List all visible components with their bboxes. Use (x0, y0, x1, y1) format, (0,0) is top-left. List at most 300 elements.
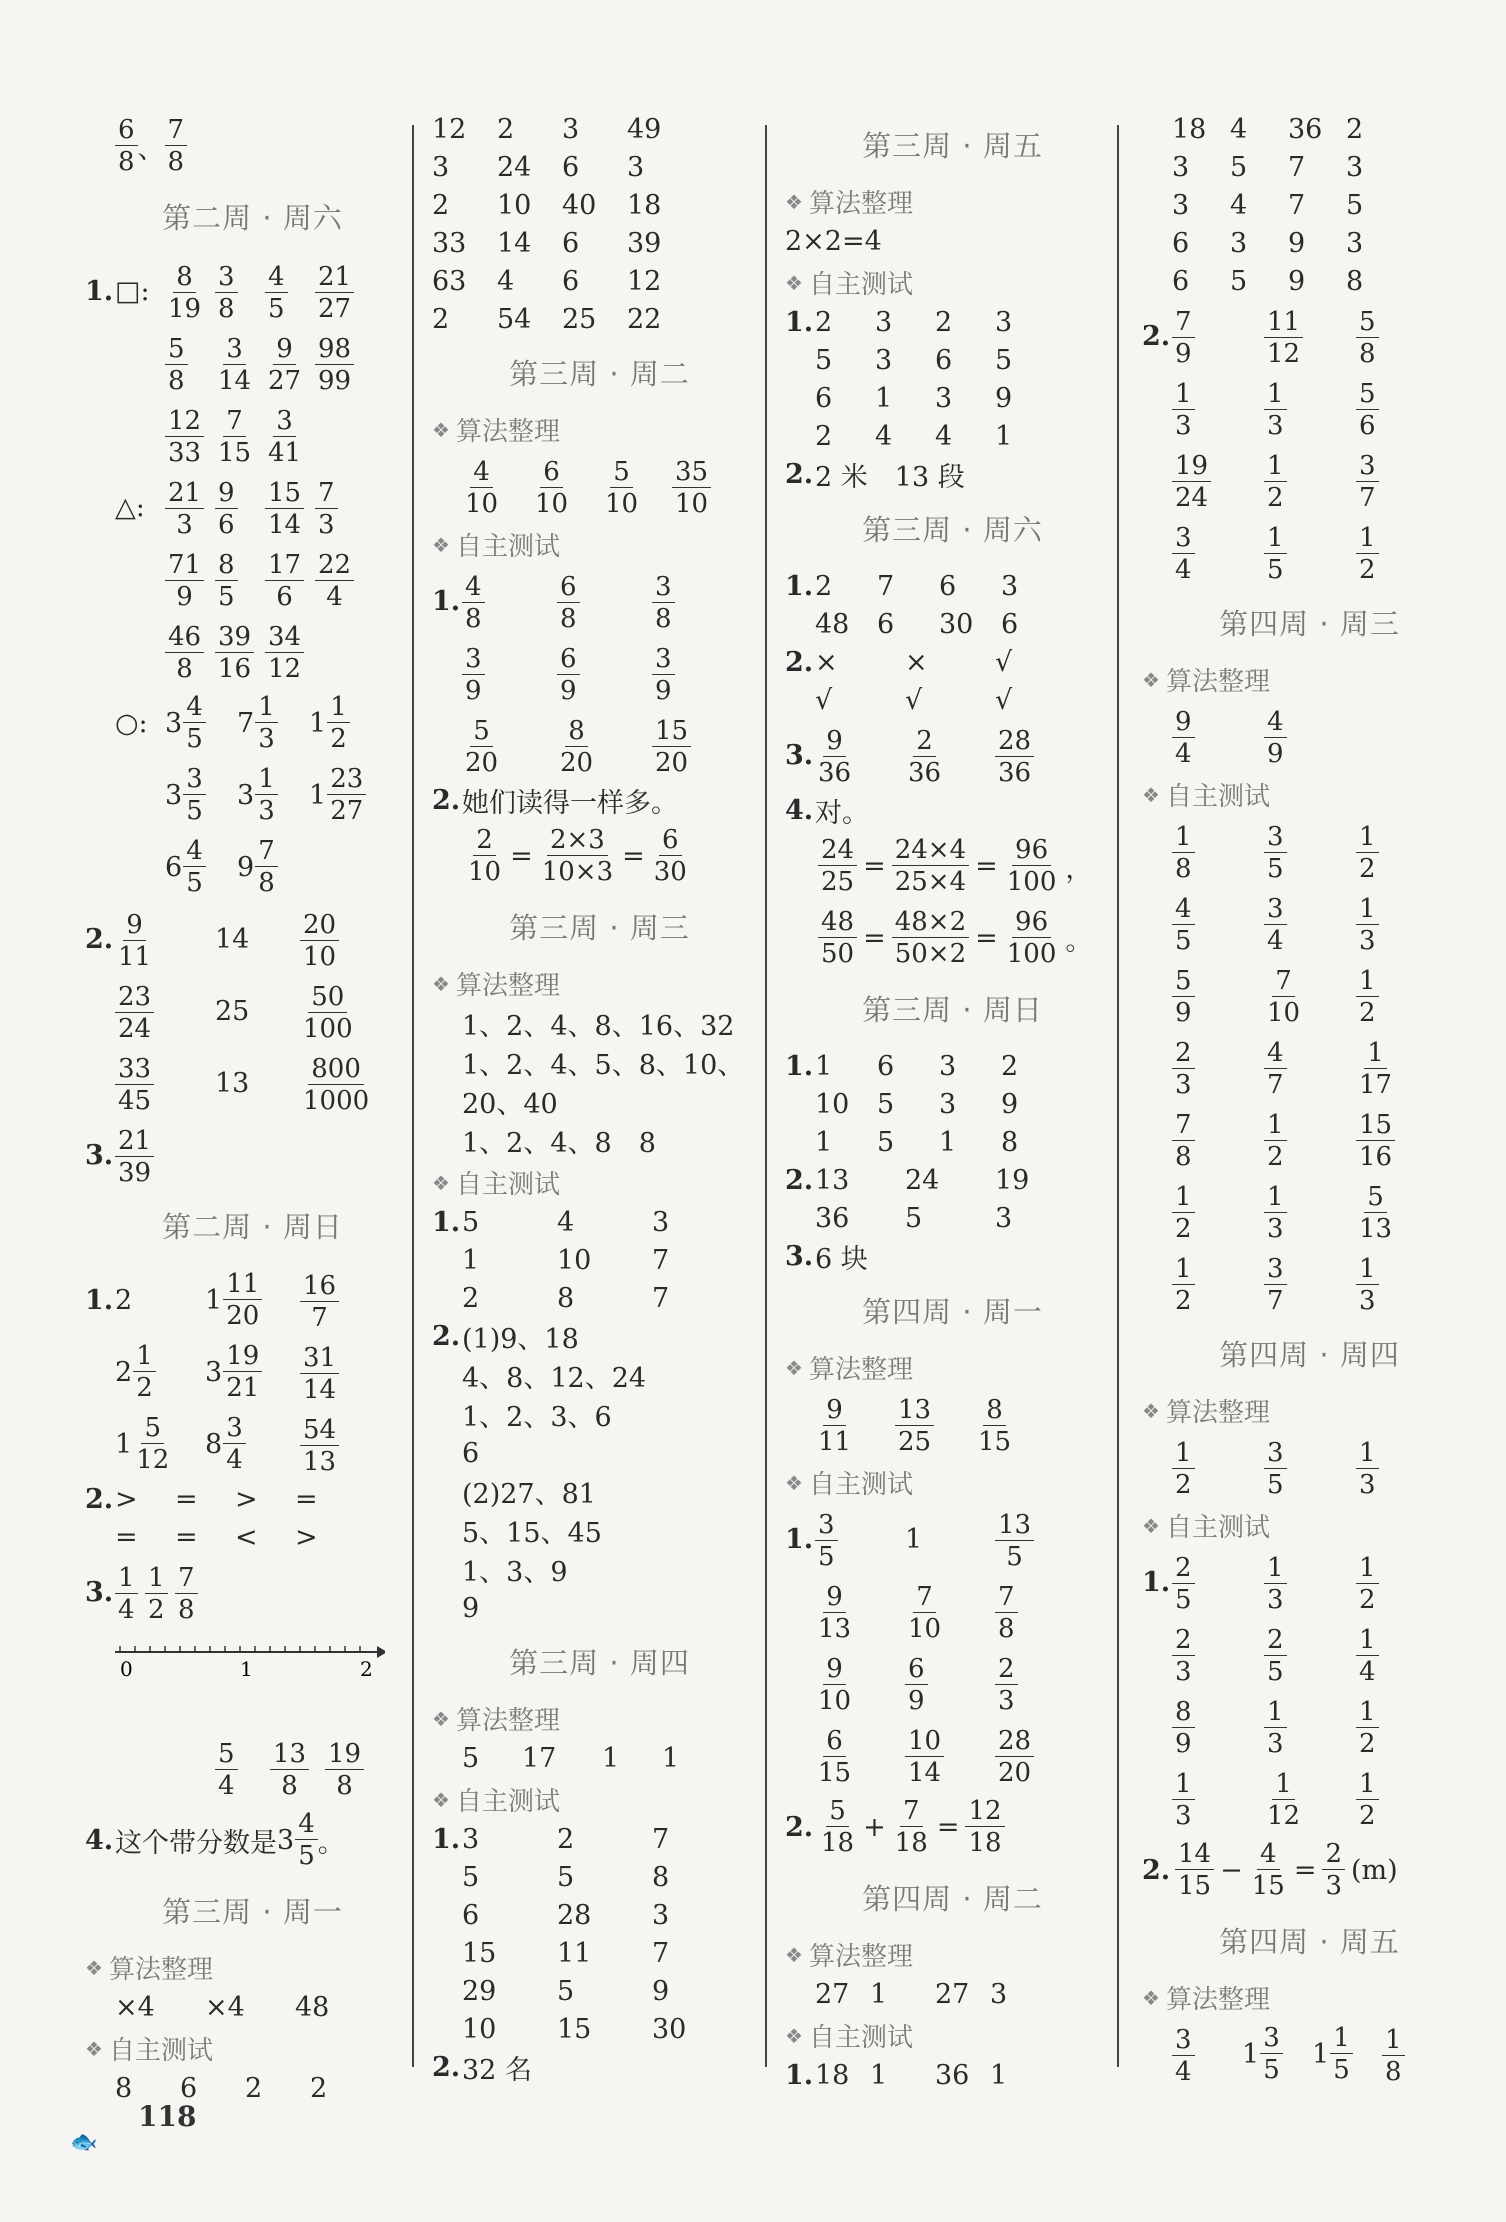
answer-value: 4 (497, 265, 515, 297)
denominator: 12 (136, 1445, 170, 1475)
answer-row (785, 303, 1120, 341)
denominator: 5 (1006, 1541, 1023, 1572)
mixed-number (237, 766, 278, 824)
answer-cell (815, 383, 875, 414)
fraction (462, 571, 485, 634)
answer-value: 29 (462, 1975, 497, 2007)
answer-row (1142, 887, 1477, 959)
fraction (905, 725, 944, 788)
answer-cell (627, 114, 692, 145)
answer-value: = (975, 922, 998, 954)
subsection-label: 算法整理 (1165, 667, 1270, 697)
denominator: 13 (818, 1613, 852, 1644)
answer-value: 1 (875, 382, 893, 414)
answer-value: 49 (627, 113, 662, 145)
tick-label: 2 (360, 1657, 373, 1681)
equation-row (785, 830, 1120, 902)
answer-row (785, 417, 1120, 455)
section-title: 第三周 · 周三 (509, 911, 690, 945)
numerator: 6 (557, 646, 580, 675)
fraction-body (652, 643, 675, 706)
answer-cell (432, 266, 497, 297)
fraction-body (1382, 2024, 1405, 2087)
answer-row (432, 565, 767, 637)
answer-value: 3 (652, 1899, 670, 1931)
answer-value: 36 (1288, 113, 1323, 145)
mixed-number (1312, 2025, 1353, 2083)
text-row (432, 1004, 767, 1043)
denominator: 4 (326, 581, 343, 612)
answer-cell (815, 1089, 877, 1120)
numerator: 4 (265, 264, 288, 293)
diamond-icon: ❖ (785, 1355, 803, 1380)
answer-row (1142, 2018, 1477, 2090)
answer-cell (1172, 821, 1264, 882)
numerator: 1 (1330, 2025, 1353, 2054)
answer-cell (432, 190, 497, 221)
denominator: 8 (336, 1770, 353, 1801)
answer-value: 15 (462, 1937, 497, 1969)
answer-cell (462, 1207, 557, 1238)
fraction-body (1172, 893, 1195, 956)
answer-value: 6 (935, 344, 953, 376)
answer-value: 6 (1001, 608, 1019, 640)
fraction (1172, 1037, 1195, 1100)
answer-value: 5 (462, 1742, 480, 1774)
answer-cell (1172, 1437, 1264, 1498)
answer-cell (237, 838, 309, 896)
subsection-label: 自主测试 (808, 2023, 913, 2053)
denominator: 15 (218, 437, 252, 468)
fraction (1175, 1841, 1214, 1899)
answer-row (432, 148, 767, 186)
fraction (115, 909, 154, 972)
answer-row (1142, 444, 1477, 516)
fraction (165, 261, 204, 324)
answer-cell (462, 1938, 557, 1969)
answer-cell (1172, 1253, 1264, 1314)
numerator: 1 (1356, 1555, 1379, 1584)
denominator: 20 (226, 1301, 260, 1331)
answer-cell (1172, 1624, 1264, 1685)
fraction (1356, 1037, 1395, 1100)
denominator: 9 (560, 675, 577, 706)
fraction-body (539, 827, 616, 885)
whole-part: 1 (309, 779, 327, 811)
whole-part: 3 (205, 1356, 223, 1388)
fraction (115, 117, 138, 175)
answer-row (85, 1408, 420, 1480)
whole-part: 9 (237, 851, 255, 883)
answer-cell (877, 1051, 939, 1082)
section-title: 第三周 · 周一 (162, 1895, 343, 1929)
answer-value: 3 (432, 151, 450, 183)
answer-cell (497, 190, 562, 221)
answer-cell (935, 1979, 990, 2010)
answer-cell (815, 725, 905, 786)
answer-cell (990, 1979, 1045, 2010)
answer-cell (1230, 114, 1288, 145)
answer-value: 5 (995, 344, 1013, 376)
answer-cell (652, 1862, 747, 1893)
text-row (432, 1589, 767, 1627)
denominator: 7 (1359, 482, 1376, 513)
numerator: 10 (905, 1728, 944, 1757)
fraction (270, 1738, 309, 1801)
question-number: 3. (85, 1139, 114, 1171)
shape-label: △: (115, 491, 145, 523)
section-title: 第四周 · 周二 (862, 1882, 1043, 1916)
answer-cell (905, 1203, 995, 1234)
fraction (165, 117, 188, 175)
answer-cell (815, 421, 875, 452)
numerator: 6 (823, 1728, 846, 1757)
answer-text: 9 (462, 1592, 480, 1624)
answer-value: 22 (627, 303, 662, 335)
denominator: 18 (968, 1828, 1002, 1858)
answer-cell (557, 1976, 652, 2007)
fraction-body (1356, 1109, 1395, 1172)
answer-value: 5 (877, 1088, 895, 1120)
fraction-body (1172, 1109, 1195, 1172)
diamond-icon: ❖ (785, 189, 803, 214)
number-line-graphic (115, 1632, 385, 1722)
fraction (892, 1798, 931, 1856)
numerator: 4 (1264, 1040, 1287, 1069)
answer-cell (215, 621, 265, 682)
answer-cell (115, 1562, 145, 1623)
subsection-label: 自主测试 (808, 270, 913, 300)
denominator: 33 (168, 437, 202, 468)
fraction-body (165, 333, 188, 396)
fraction-body (1356, 1253, 1379, 1316)
answer-row (85, 1047, 420, 1119)
answer-value: 3 (462, 1823, 480, 1855)
denominator: 6 (276, 581, 293, 612)
fraction-body (1264, 706, 1287, 769)
denominator: 8 (218, 293, 235, 324)
fraction (975, 1394, 1014, 1457)
denominator: 13 (303, 1446, 337, 1477)
denominator: 50×2 (894, 939, 967, 969)
fraction (1264, 1037, 1287, 1100)
numerator: 9 (823, 1397, 846, 1426)
diamond-icon: ❖ (432, 1706, 450, 1731)
numerator: 50 (308, 984, 347, 1013)
fraction-body (1264, 1037, 1287, 1100)
denominator: 5 (1333, 2055, 1350, 2085)
answer-row (85, 1988, 420, 2026)
fraction-body (1172, 1552, 1195, 1615)
answer-cell (215, 549, 265, 610)
numerator: 8 (173, 264, 196, 293)
subsection-label: 算法整理 (1165, 1985, 1270, 2015)
answer-value: 48 (295, 1991, 330, 2023)
answer-cell (627, 152, 692, 183)
text-row (432, 1395, 767, 1434)
answer-cell (1356, 522, 1448, 583)
answer-cell (815, 1203, 905, 1234)
answer-cell (325, 1738, 380, 1799)
denominator: 5 (186, 724, 203, 754)
fraction (815, 1725, 854, 1788)
numerator: 3 (1264, 824, 1287, 853)
fraction-body (115, 1562, 138, 1625)
fraction (818, 837, 857, 895)
diamond-icon: ❖ (432, 417, 450, 442)
answer-cell (562, 152, 627, 183)
answer-value: 30 (939, 608, 974, 640)
answer-cell (315, 477, 365, 538)
denominator: 8 (655, 603, 672, 634)
answer-cell (995, 1165, 1085, 1196)
answer-row (432, 1820, 767, 1858)
answer-cell (877, 1127, 939, 1158)
answer-value: = (863, 922, 886, 954)
numerator: 1 (327, 694, 350, 723)
answer-cell (1172, 1768, 1264, 1829)
answer-cell (557, 1245, 652, 1276)
fraction-body (995, 1725, 1034, 1788)
denominator: 2 (1175, 1469, 1192, 1500)
answer-value: 6 (562, 265, 580, 297)
answer-cell (237, 766, 309, 824)
denominator: 8 (168, 365, 185, 396)
fraction (1172, 1181, 1195, 1244)
answer-value: √ (995, 684, 1013, 716)
fraction-body (1356, 893, 1379, 956)
question-number: 2. (85, 1483, 114, 1515)
answer-cell (165, 766, 237, 824)
numerator: 35 (672, 459, 711, 488)
fraction-body (651, 827, 690, 885)
answer-cell (462, 1824, 557, 1855)
answer-row (1142, 1431, 1477, 1503)
fraction (1172, 1696, 1195, 1759)
answer-text: (2)27、81 (462, 1479, 596, 1510)
fraction (1004, 837, 1060, 895)
column-4 (1142, 110, 1477, 2090)
column-2 (432, 110, 767, 2087)
whole-part: 6 (165, 851, 183, 883)
answer-cell (1356, 893, 1448, 954)
question-number: 1. (785, 2059, 814, 2091)
answer-value: ×4 (115, 1991, 155, 2023)
numerator: 5 (470, 718, 493, 747)
answer-value: 3 (1346, 151, 1364, 183)
answer-cell (300, 1270, 390, 1331)
answer-cell (1264, 1552, 1356, 1613)
answer-value: 5 (557, 1861, 575, 1893)
text-row (432, 781, 767, 820)
numerator: 3 (1172, 2027, 1195, 2056)
answer-cell (652, 1938, 747, 1969)
fraction (1356, 1624, 1379, 1687)
answer-cell (462, 643, 557, 704)
denominator: 10 (908, 1613, 942, 1644)
denominator: 3 (1267, 1213, 1284, 1244)
fraction-body (1172, 821, 1195, 884)
subsection-heading (1142, 1392, 1477, 1429)
answer-value: 3 (627, 151, 645, 183)
answer-cell (627, 304, 692, 335)
fraction (995, 1581, 1018, 1644)
answer-cell (1346, 266, 1404, 297)
fraction-body (300, 981, 356, 1044)
denominator: 11 (818, 1426, 852, 1457)
numerator: 11 (223, 1271, 262, 1300)
numerator: 1 (1264, 1112, 1287, 1141)
answer-value: 1 (870, 1978, 888, 2010)
answer-row (432, 224, 767, 262)
numerator: 71 (165, 552, 204, 581)
answer-cell (1264, 1696, 1356, 1757)
answer-cell (995, 1203, 1085, 1234)
answer-cell (935, 345, 995, 376)
answer-cell (205, 1271, 300, 1329)
fraction (300, 981, 356, 1044)
fraction (815, 1394, 854, 1457)
fraction (1356, 1696, 1379, 1759)
answer-row (85, 975, 420, 1047)
axis-arrow-icon (377, 1646, 385, 1658)
fraction (818, 1798, 857, 1856)
numerator: 1 (1172, 1440, 1195, 1469)
answer-value: 6 (1172, 265, 1190, 297)
answer-value: 7 (877, 570, 895, 602)
answer-value: (m) (1350, 1854, 1398, 1886)
subsection-heading (432, 1781, 767, 1818)
fish-decoration-icon: 🐟 (70, 2130, 98, 2155)
denominator: 2 (1359, 1800, 1376, 1831)
fraction-body (892, 837, 969, 895)
numerator: 8 (215, 552, 238, 581)
equation-row (1142, 1834, 1477, 1906)
fraction (651, 827, 690, 885)
answer-cell (1172, 1696, 1264, 1757)
denominator: 9 (655, 675, 672, 706)
fraction (815, 1653, 854, 1716)
answer-cell (557, 643, 652, 704)
answer-value: 4 (935, 420, 953, 452)
fraction-body (115, 981, 154, 1044)
answer-text: 对。 (815, 798, 869, 829)
answer-value: ， (1065, 853, 1093, 885)
whole-part: 1 (1242, 2038, 1260, 2070)
numerator: 13 (270, 1741, 309, 1770)
denominator: 8 (281, 1770, 298, 1801)
mixed-number (115, 1415, 172, 1473)
subsection-label: 算法整理 (808, 189, 913, 219)
question-number: 1. (432, 1206, 461, 1238)
answer-cell (1172, 1552, 1264, 1613)
numerator: 1 (1172, 1256, 1195, 1285)
fraction (895, 1394, 934, 1457)
answer-cell (877, 609, 939, 640)
answer-value: 3 (995, 306, 1013, 338)
fraction-body (815, 1581, 854, 1644)
answer-cell (815, 685, 905, 716)
answer-cell (1001, 1051, 1063, 1082)
subsection-label: 自主测试 (1165, 782, 1270, 812)
fraction-body (300, 909, 339, 972)
fraction-body (315, 549, 354, 612)
numerator: 2 (913, 728, 936, 757)
answer-cell (995, 345, 1055, 376)
numerator: 96 (1012, 837, 1051, 866)
mixed-number (237, 838, 278, 896)
fraction-body (295, 1811, 318, 1869)
fraction-body (1264, 1768, 1303, 1831)
fraction (215, 549, 238, 612)
fraction (315, 261, 354, 324)
numerator: 9 (1172, 709, 1195, 738)
denominator: 9 (1175, 997, 1192, 1028)
answer-cell (939, 571, 1001, 602)
fraction-body (995, 1653, 1018, 1716)
answer-cell (995, 421, 1055, 452)
question-number: 1. (85, 1284, 114, 1316)
question-number: 3. (785, 1241, 814, 1272)
fraction-body (1264, 450, 1287, 513)
shape-label: ○: (115, 707, 148, 739)
mixed-number (115, 1343, 156, 1401)
numerator: 3 (652, 646, 675, 675)
denominator: 5 (1267, 853, 1284, 884)
fraction-body (995, 725, 1034, 788)
text-row (785, 1237, 1120, 1276)
fraction-body (815, 1725, 854, 1788)
answer-cell (562, 266, 627, 297)
fraction (265, 477, 304, 540)
diamond-icon: ❖ (432, 532, 450, 557)
fraction (1172, 706, 1195, 769)
answer-value: 1 (905, 1523, 923, 1555)
fraction-body (315, 477, 338, 540)
question-number: 3. (785, 739, 814, 771)
answer-text: 1、2、4、5、8、10、20、40 (462, 1050, 745, 1120)
answer-value: = (510, 840, 533, 872)
answer-row (785, 605, 1120, 643)
denominator: 7 (1267, 1285, 1284, 1316)
answer-value: 2 (1001, 1050, 1019, 1082)
answer-row (85, 255, 420, 327)
fraction-body (1264, 1181, 1287, 1244)
denominator: 5 (1267, 1656, 1284, 1687)
answer-row (1142, 815, 1477, 887)
answer-text: (1)9、18 (462, 1324, 579, 1355)
numerator: 5 (1356, 381, 1379, 410)
answer-value: 2 (432, 303, 450, 335)
subsection-heading (1142, 661, 1477, 698)
numerator: 7 (1272, 968, 1295, 997)
answer-value: 10 (557, 1244, 592, 1276)
answer-cell (497, 228, 562, 259)
numerator: 6 (540, 459, 563, 488)
mixed-number (309, 694, 350, 752)
fraction (115, 1562, 138, 1625)
answer-cell (497, 152, 562, 183)
fraction (1172, 1624, 1195, 1687)
numerator: 24×4 (892, 837, 969, 866)
mixed-number (237, 694, 278, 752)
denominator: 10×3 (541, 857, 614, 887)
fraction (165, 405, 204, 468)
answer-cell (432, 152, 497, 183)
subsection-label: 自主测试 (455, 532, 560, 562)
subsection-heading (1142, 1507, 1477, 1544)
fraction (1172, 306, 1195, 369)
